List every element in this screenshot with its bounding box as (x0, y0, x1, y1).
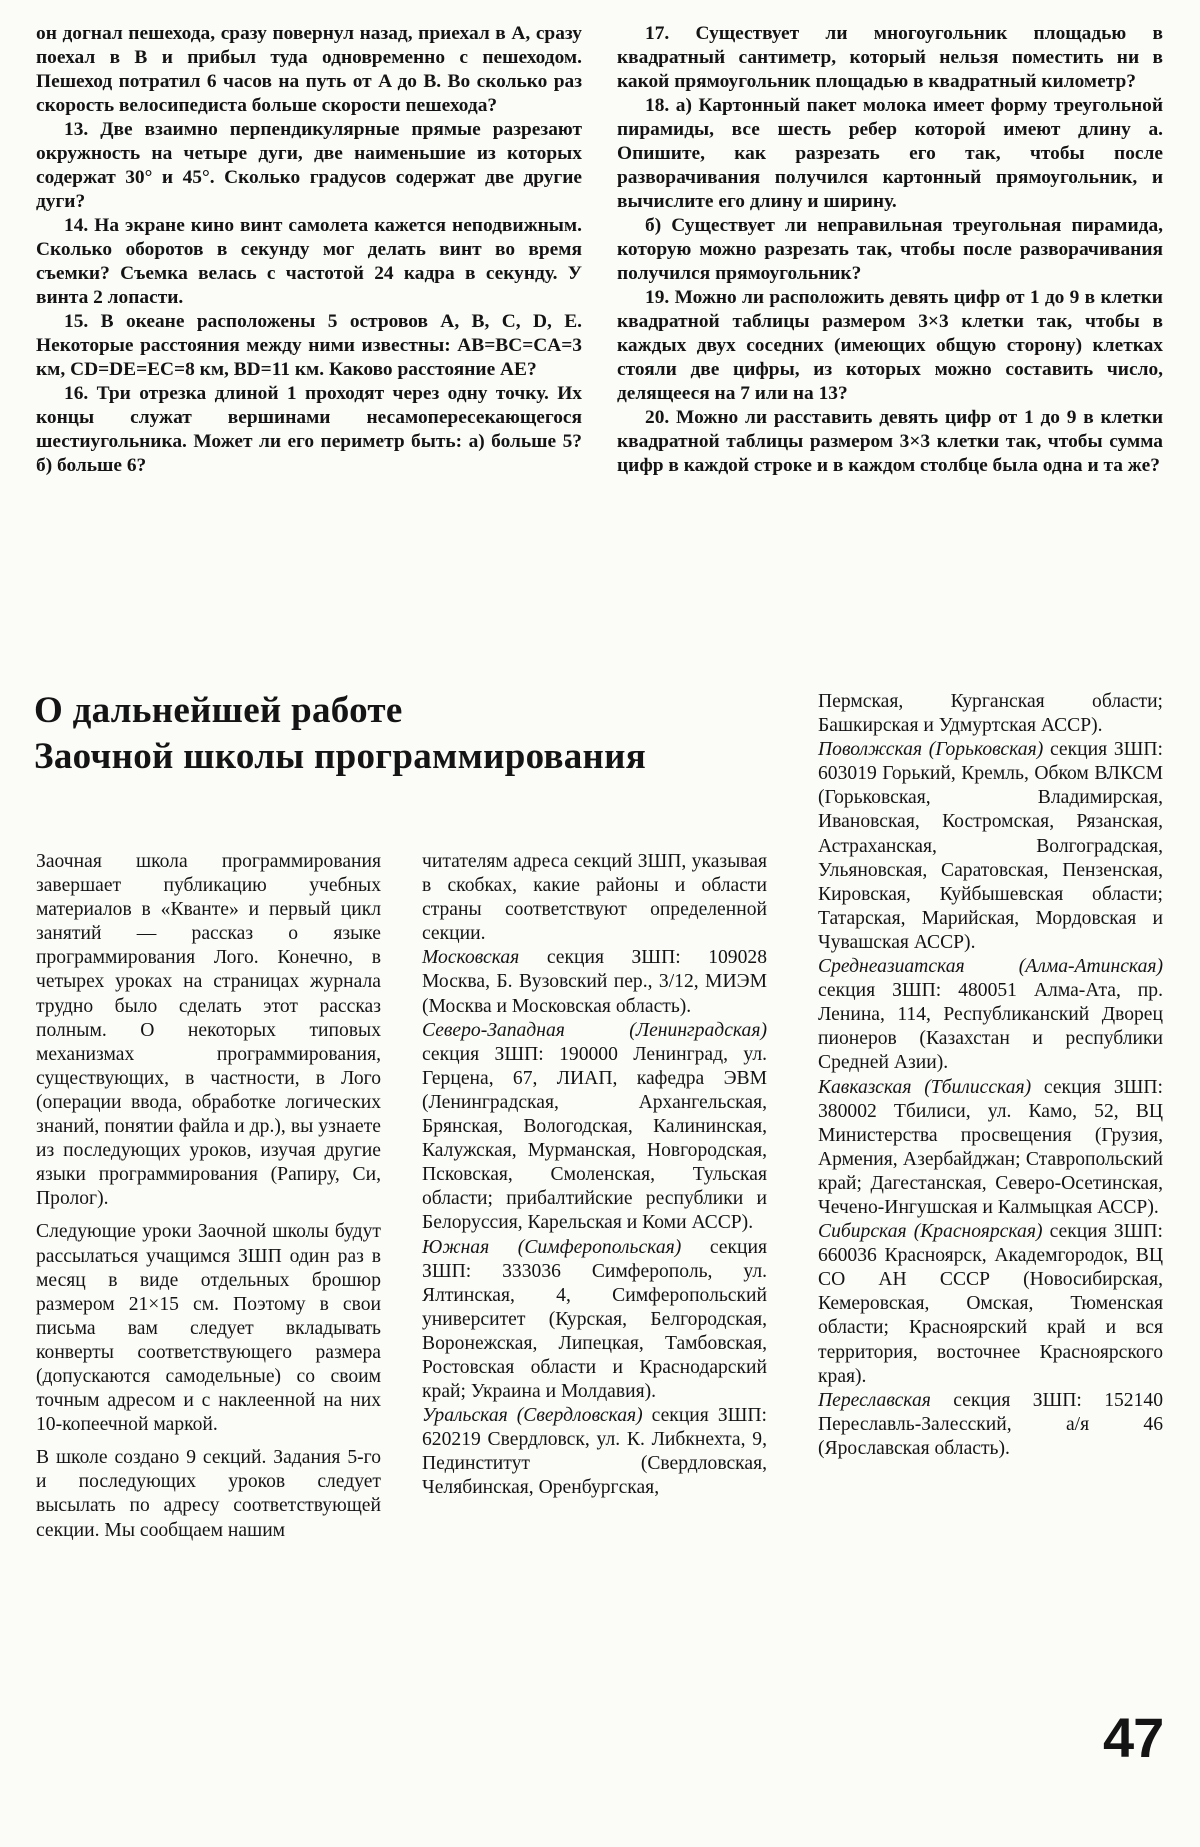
problem-17-text: Существует ли многоугольник площадью в квадратный сантиметр, который нельзя поместить ни в какой прямоугольник площадью в квадратный километр? (617, 23, 1163, 92)
problem-19-text: Можно ли расположить девять цифр от 1 до 9 в клетки квадратной таблицы размером 3×3 клетки так, чтобы в каждых двух соседних (имеющих общую сторону) клетках стояли две цифры, из которых можно составить число, делящееся на 7 или на 13? (617, 287, 1163, 404)
problems-right-column (617, 22, 1163, 478)
section-northwest (422, 1019, 767, 1236)
section-volga-name: Поволжская (Горьковская) (818, 739, 1044, 761)
article-title (34, 688, 804, 780)
problem-19 (617, 286, 1163, 406)
problems-left-column (36, 22, 582, 478)
section-northwest-text: секция ЗШП: 190000 Ленинград, ул. Герцена, 67, ЛИАП, кафедра ЭВМ (Ленинградская, Архангельская, Брянская, Вологодская, Калининская, Калужская, Мурманская, Новгородская, Псковская, Смоленская, Тульская области; прибалтийские республики и Белоруссия, Карельская и Коми АССР). (422, 1043, 767, 1234)
section-pereslavl (818, 1389, 1163, 1461)
problem-15-text: В океане расположены 5 островов A, B, C, D, E. Некоторые расстояния между ними известны: AB=BC=CA=3 км, CD=DE=EC=8 км, BD=11 км. Каково расстояние AE? (36, 311, 582, 380)
section-ural-text: секция ЗШП: 620219 Свердловск, ул. К. Либкнехта, 9, Пединститут (Свердловская, Челябинская, Оренбургская, (422, 1405, 767, 1499)
problem-16-number: 16. (64, 383, 89, 404)
section-central-asia-text: секция ЗШП: 480051 Алма-Ата, пр. Ленина, 114, Республиканский Дворец пионеров (Казахстан и республики Средней Азии). (818, 980, 1163, 1074)
problem-13-text: Две взаимно перпендикулярные прямые разрезают окружность на четыре дуги, две наименьшие из которых содержат 30° и 45°. Сколько градусов содержат две другие дуги? (36, 119, 582, 212)
problem-20-text: Можно ли расставить девять цифр от 1 до 9 в клетки квадратной таблицы размером 3×3 клетки так, чтобы сумма цифр в каждой строке и в каждом столбце была одна и та же? (617, 407, 1163, 476)
section-ural-name: Уральская (Свердловская) (422, 1405, 643, 1427)
section-moscow-text: секция ЗШП: 109028 Москва, Б. Вузовский пер., 3/12, МИЭМ (Москва и Московская область). (422, 947, 767, 1017)
problem-20 (617, 406, 1163, 478)
section-south (422, 1236, 767, 1405)
section-central-asia-name: Среднеазиатская (Алма-Атинская) (818, 956, 1163, 978)
section-moscow (422, 946, 767, 1018)
section-ural (422, 1404, 767, 1500)
problem-14 (36, 214, 582, 310)
problem-14-text: На экране кино винт самолета кажется неподвижным. Сколько оборотов в секунду мог делать винт во время съемки? Съемка велась с частотой 24 кадра в секунду. У винта 2 лопасти. (36, 215, 582, 308)
problem-17 (617, 22, 1163, 94)
section-south-text: секция ЗШП: 333036 Симферополь, ул. Ялтинская, 4, Симферопольский университет (Курская, Белгородская, Воронежская, Липецкая, Тамбовская, Ростовская области и Краснодарский край; Украина и Молдавия). (422, 1236, 767, 1403)
section-caucasus-name: Кавказская (Тбилисская) (818, 1076, 1032, 1098)
section-siberia (818, 1220, 1163, 1389)
section-volga-text: секция ЗШП: 603019 Горький, Кремль, Обком ВЛКСМ (Горьковская, Владимирская, Ивановская, Костромская, Рязанская, Астраханская, Волгоградская, Ульяновская, Саратовская, Пензенская, Кировская, Куйбышевская области; Татарская, Марийская, Мордовская и Чувашская АССР). (818, 739, 1163, 953)
section-caucasus-text: секция ЗШП: 380002 Тбилиси, ул. Камо, 52, ВЦ Министерства просвещения (Грузия, Армения, Азербайджан; Ставропольский край; Дагестанская, Северо-Осетинская, Чечено-Ингушская и Калмыцкая АССР). (818, 1076, 1163, 1218)
section-pereslavl-text: секция ЗШП: 152140 Переславль-Залесский, а/я 46 (Ярославская область). (818, 1389, 1163, 1459)
article-column-3 (818, 690, 1163, 1461)
problem-18a-text: а) Картонный пакет молока имеет форму треугольной пирамиды, все шесть ребер которой имеют длину a. Опишите, как разрезать его так, чтобы после разворачивания получился картонный прямоугольник, и вычислите его длину и ширину. (617, 95, 1163, 212)
page-number: 47 (1103, 1706, 1164, 1769)
article-paragraph-1: Заочная школа программирования завершает публикацию учебных материалов в «Кванте» и первый цикл занятий — рассказ о языке программирования Лого. Конечно, в четырех уроках на страницах журнала трудно было сделать этот рассказ полным. О некоторых типовых механизмах программирования, существующих, в частности, в Лого (операции ввода, обработке логических знаний, понятии файла и др.), вы узнаете из последующих уроков, изучая другие языки программирования (Рапиру, Си, Пролог). (36, 851, 381, 1210)
section-volga (818, 738, 1163, 955)
problem-18b: б) Существует ли неправильная треугольная пирамида, которую можно разрезать так, чтобы после разворачивания получился прямоугольник? (617, 215, 1163, 284)
article-paragraph-3: В школе создано 9 секций. Задания 5-го и последующих уроков следует высылать по адресу соответствующей секции. Мы сообщаем нашим (36, 1447, 381, 1541)
section-central-asia (818, 955, 1163, 1075)
problem-20-number: 20. (645, 407, 670, 428)
section-ural-continuation: Пермская, Курганская области; Башкирская и Удмуртская АССР). (818, 691, 1163, 737)
problem-13-number: 13. (64, 119, 89, 140)
problem-16-text: Три отрезка длиной 1 проходят через одну точку. Их концы служат вершинами несамопересекающегося шестиугольника. Может ли его периметр быть: а) больше 5? б) больше 6? (36, 383, 582, 476)
problem-19-number: 19. (645, 287, 670, 308)
article-column-1 (36, 850, 381, 1543)
problem-15 (36, 310, 582, 382)
problem-16 (36, 382, 582, 478)
problem-15-number: 15. (64, 311, 89, 332)
section-siberia-text: секция ЗШП: 660036 Красноярск, Академгородок, ВЦ СО АН СССР (Новосибирская, Кемеровская, Омская, Тюменская области; Красноярский край и вся территория, восточнее Красноярского края). (818, 1221, 1163, 1387)
article-paragraph-4: читателям адреса секций ЗШП, указывая в скобках, какие районы и области страны соответствуют определенной секции. (422, 851, 767, 945)
section-siberia-name: Сибирская (Красноярская) (818, 1221, 1043, 1243)
section-pereslavl-name: Переславская (818, 1389, 931, 1411)
problem-18a (617, 94, 1163, 214)
problem-14-number: 14. (64, 215, 89, 236)
section-moscow-name: Московская (422, 947, 520, 969)
section-caucasus (818, 1076, 1163, 1221)
problem-12-continuation: он догнал пешехода, сразу повернул назад, приехал в A, сразу поехал в B и прибыл туда одновременно с пешеходом. Пешеход потратил 6 часов на путь от A до B. Во сколько раз скорость велосипедиста больше скорости пешехода? (36, 23, 582, 116)
problem-17-number: 17. (645, 23, 670, 44)
section-south-name: Южная (Симферопольская) (422, 1236, 682, 1258)
article-paragraph-2: Следующие уроки Заочной школы будут рассылаться учащимся ЗШП один раз в месяц в виде отдельных брошюр размером 21×15 см. Поэтому в свои письма вам следует вкладывать конверты соответствующего размера (допускаются самодельные) со своим точным адресом и с наклеенной на них 10-копеечной маркой. (36, 1221, 381, 1436)
article-title-line-2: Заочной школы программирования (34, 736, 647, 777)
article-title-line-1: О дальнейшей работе (34, 690, 403, 731)
article-column-2 (422, 850, 767, 1501)
problem-13 (36, 118, 582, 214)
problem-18-number: 18. (645, 95, 670, 116)
section-northwest-name: Северо-Западная (Ленинградская) (422, 1019, 767, 1041)
